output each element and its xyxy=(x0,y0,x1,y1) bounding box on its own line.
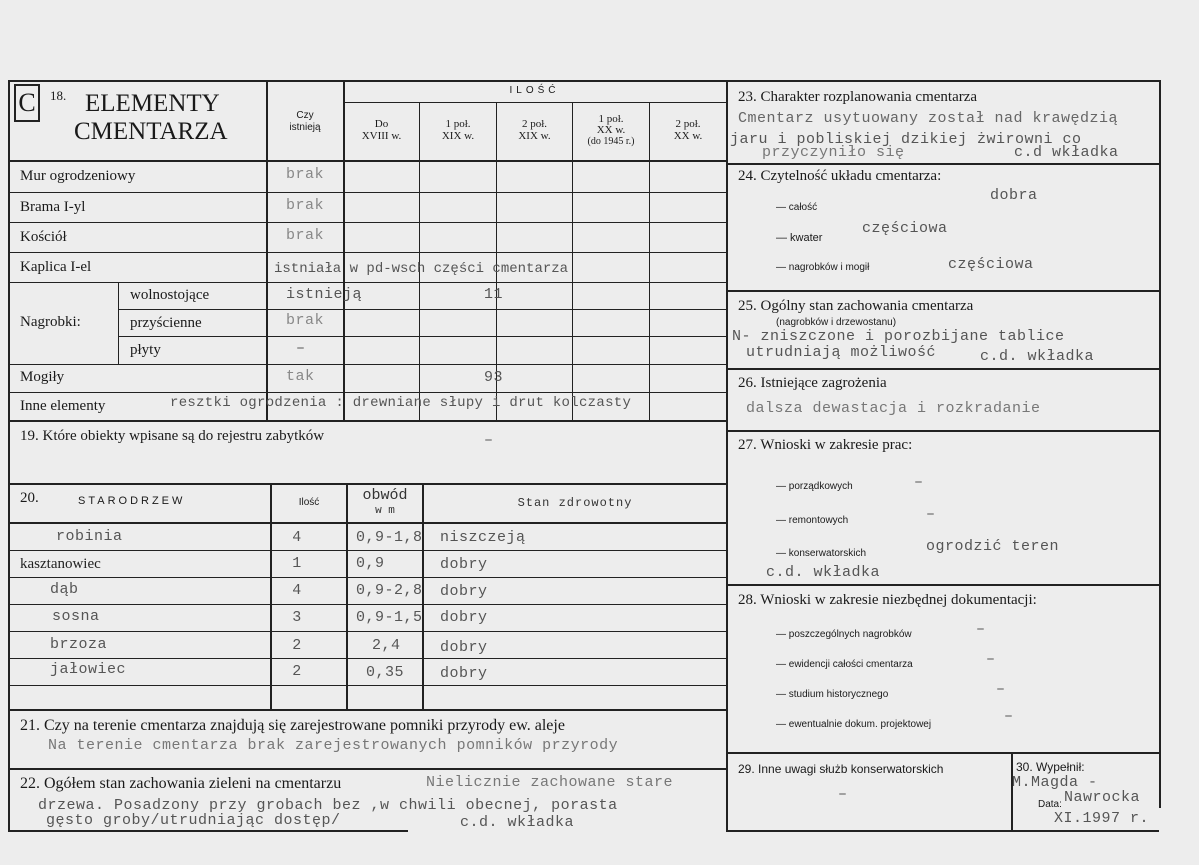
s30-name-2: Nawrocka xyxy=(1064,789,1141,806)
period-4-l3: (do 1945 r.) xyxy=(587,136,635,147)
tree-circ: 0,9-2,8 xyxy=(356,582,423,599)
period-1-l1: Do xyxy=(374,118,389,130)
row-mur-label: Mur ogrodzeniowy xyxy=(20,168,136,184)
row-mogily-label: Mogiły xyxy=(20,369,65,385)
s27-porz-value: – xyxy=(914,474,924,491)
s28-item-label: — poszczególnych nagrobków xyxy=(776,629,912,640)
s25-line2: utrudniają możliwość xyxy=(746,344,937,361)
tree-circ: 0,9-1,5 xyxy=(356,609,423,626)
s22-label: 22. Ogółem stan zachowania zieleni na cmentarzu xyxy=(20,775,342,792)
s28-item-value: – xyxy=(976,621,986,638)
s21-label: 21. Czy na terenie cmentarza znajdują się zarejestrowane pomniki przyrody ew. aleje xyxy=(20,717,565,734)
period-4-l1: 1 poł. xyxy=(598,113,624,125)
s25-label: 25. Ogólny stan zachowania cmentarza xyxy=(738,298,974,314)
tree-health: niszczeją xyxy=(440,529,526,546)
tree-count: 3 xyxy=(292,609,302,626)
s28-item-value: – xyxy=(1004,708,1014,725)
tree-count: 2 xyxy=(292,663,302,680)
s30-label: 30. Wypełnił: xyxy=(1016,760,1085,774)
tree-name: kasztanowiec xyxy=(20,556,101,572)
s20-col-circ-2: w m xyxy=(375,505,395,517)
s23-line2: jaru i pobliskiej dzikiej żwirowni co xyxy=(730,131,1082,148)
s19-value: – xyxy=(484,432,494,449)
s19-label: 19. Które obiekty wpisane są do rejestru zabytków xyxy=(20,428,325,444)
s28-item-label: — ewidencji całości cmentarza xyxy=(776,659,913,670)
s24-nagrobkow-label: — nagrobków i mogił xyxy=(776,262,870,273)
period-1-l2: XVIII w. xyxy=(361,130,402,142)
s25-note: c.d. wkładka xyxy=(980,348,1095,365)
tree-name: jałowiec xyxy=(50,661,127,678)
s24-calosc-label: — całość xyxy=(776,202,818,213)
s30-date: XI.1997 r. xyxy=(1054,810,1150,827)
s30-name-1: M.Magda - xyxy=(1012,774,1098,791)
s27-porz-label: — porządkowych xyxy=(776,481,853,492)
tree-name: sosna xyxy=(52,608,100,625)
row-przysc-label: przyścienne xyxy=(130,315,202,331)
tree-circ: 2,4 xyxy=(372,637,401,654)
section-18-title-line2: CMENTARZA xyxy=(74,118,228,145)
tree-count: 4 xyxy=(292,582,302,599)
s22-value-3: gęsto groby/utrudniając dostęp/ xyxy=(46,812,341,829)
tree-count: 1 xyxy=(292,555,302,572)
row-plyty-label: płyty xyxy=(130,342,161,358)
row-kaplica-label: Kaplica I-el xyxy=(20,259,92,275)
tree-circ: 0,9-1,8 xyxy=(356,529,423,546)
period-4-l2: XX w. xyxy=(596,124,626,136)
s24-nagrobkow-value: częściowa xyxy=(948,256,1034,273)
nagrobki-label: Nagrobki: xyxy=(20,314,81,330)
period-2-l2: XIX w. xyxy=(441,130,475,142)
exists-col-header-2: istnieją xyxy=(289,122,321,133)
tree-circ: 0,35 xyxy=(366,664,405,681)
s28-item-value: – xyxy=(996,681,1006,698)
tree-count: 2 xyxy=(292,637,302,654)
section-18-title-line1: ELEMENTY xyxy=(85,90,220,117)
row-brama-value: brak xyxy=(286,197,325,214)
s24-calosc-value: dobra xyxy=(990,187,1038,204)
s27-note: c.d. wkładka xyxy=(766,564,881,581)
tree-count: 4 xyxy=(292,529,302,546)
tree-health: dobry xyxy=(440,583,488,600)
period-5-l2: XX w. xyxy=(673,130,703,142)
s23-label: 23. Charakter rozplanowania cmentarza xyxy=(738,89,978,105)
s27-label: 27. Wnioski w zakresie prac: xyxy=(738,437,913,453)
quantity-header: ILOŚĆ xyxy=(509,85,560,96)
row-mur-value: brak xyxy=(286,166,325,183)
s22-value-2: drzewa. Posadzony przy grobach bez ,w chwili obecnej, porasta xyxy=(38,797,618,814)
row-mogily-count: 93 xyxy=(484,369,504,386)
s29-label: 29. Inne uwagi służb konserwatorskich xyxy=(738,762,944,776)
row-kosciol-label: Kościół xyxy=(20,229,67,245)
s20-col-count: Ilość xyxy=(298,497,320,508)
row-wolno-label: wolnostojące xyxy=(130,287,210,303)
row-kosciol-value: brak xyxy=(286,227,325,244)
tree-name: robinia xyxy=(56,528,123,545)
period-3-l1: 2 poł. xyxy=(521,118,548,130)
row-wolno-value: istnieją xyxy=(286,286,363,303)
s29-value: – xyxy=(838,786,848,803)
row-inne-value: resztki ogrodzenia : drewniane słupy i drut kolczasty xyxy=(170,395,632,411)
s23-note: c.d wkładka xyxy=(1014,144,1119,161)
s24-label: 24. Czytelność układu cmentarza: xyxy=(738,168,942,184)
s27-rem-value: – xyxy=(926,506,936,523)
tree-health: dobry xyxy=(440,556,488,573)
s20-title: STARODRZEW xyxy=(78,495,186,507)
s28-item-label: — studium historycznego xyxy=(776,689,889,700)
s27-kons-label: — konserwatorskich xyxy=(776,548,867,559)
s25-sub: (nagrobków i drzewostanu) xyxy=(776,317,897,328)
row-wolno-count: 11 xyxy=(484,286,504,303)
tree-health: dobry xyxy=(440,639,488,656)
tree-name: brzoza xyxy=(50,636,108,653)
row-przysc-value: brak xyxy=(286,312,325,329)
s21-value: Na terenie cmentarza brak zarejestrowanych pomników przyrody xyxy=(48,737,619,754)
s26-value: dalsza dewastacja i rozkradanie xyxy=(746,400,1041,417)
period-2-l1: 1 poł. xyxy=(445,118,471,130)
s20-number: 20. xyxy=(20,490,39,506)
s20-col-health: Stan zdrowotny xyxy=(517,496,633,510)
s22-value-1: Nielicznie zachowane stare xyxy=(426,774,674,791)
s28-item-label: — ewentualnie dokum. projektowej xyxy=(776,719,932,730)
period-3-l2: XIX w. xyxy=(518,130,551,142)
row-brama-label: Brama I-yl xyxy=(20,199,86,215)
s23-line3: przyczyniło się xyxy=(762,144,905,161)
s24-kwater-label: — kwater xyxy=(776,232,823,244)
s27-kons-value: ogrodzić teren xyxy=(926,538,1060,555)
row-kaplica-value: istniała w pd-wsch części cmentarza xyxy=(274,261,569,277)
s20-col-circ-1: obwód xyxy=(362,487,408,504)
s26-label: 26. Istniejące zagrożenia xyxy=(738,375,887,391)
tree-health: dobry xyxy=(440,609,488,626)
row-plyty-value: – xyxy=(296,340,306,357)
s22-note: c.d. wkładka xyxy=(460,814,575,831)
row-mogily-value: tak xyxy=(286,368,315,385)
s24-kwater-value: częściowa xyxy=(862,220,948,237)
s25-line1: N- zniszczone i porozbijane tablice xyxy=(732,328,1065,345)
exists-col-header-1: Czy xyxy=(296,110,314,121)
s30-date-label: Data: xyxy=(1038,799,1062,810)
s23-line1: Cmentarz usytuowany został nad krawędzią xyxy=(738,110,1119,127)
period-5-l1: 2 poł. xyxy=(675,118,701,130)
s27-rem-label: — remontowych xyxy=(776,515,849,526)
badge-c: C xyxy=(14,84,40,122)
s28-item-value: – xyxy=(986,651,996,668)
s28-label: 28. Wnioski w zakresie niezbędnej dokumentacji: xyxy=(738,592,1037,608)
row-inne-label: Inne elementy xyxy=(20,398,106,414)
tree-health: dobry xyxy=(440,665,488,682)
tree-circ: 0,9 xyxy=(356,555,385,572)
tree-name: dąb xyxy=(50,581,79,598)
section-18-number: 18. xyxy=(50,88,67,103)
